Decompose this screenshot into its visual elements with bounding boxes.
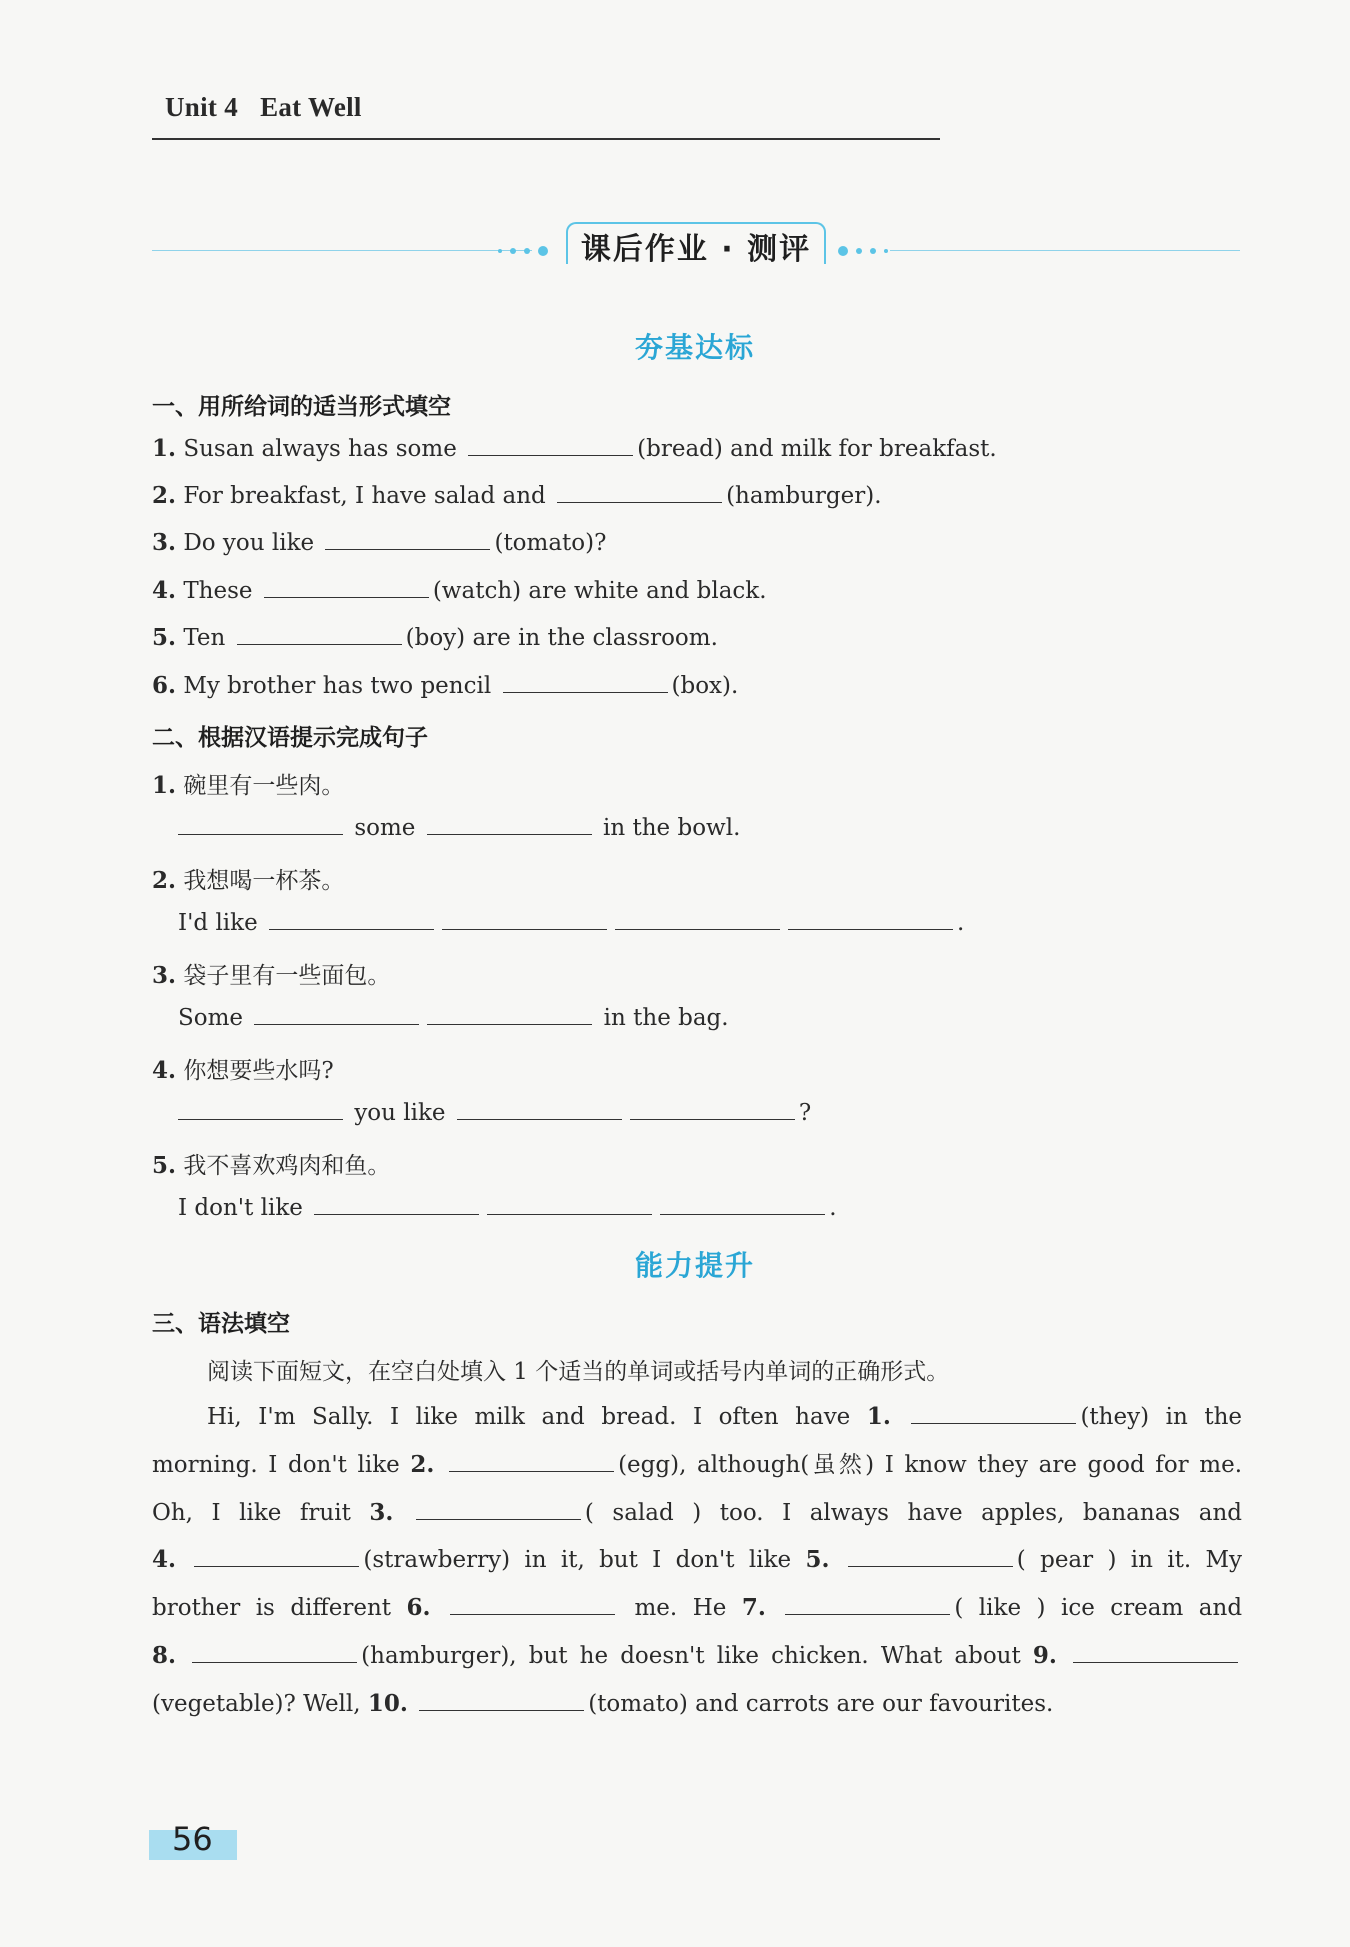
part2-heading: 二、根据汉语提示完成句子 [152, 725, 428, 751]
part1-item-3: 3. Do you like (tomato)? [152, 529, 607, 556]
section-title-basic: 夯基达标 [634, 331, 755, 364]
banner-title: 课后作业 · 测评 [580, 232, 812, 267]
part2-prompt-1: 1. 碗里有一些肉。 [152, 772, 345, 799]
part2-prompt-4: 4. 你想要些水吗? [152, 1057, 334, 1084]
part1-item-2: 2. For breakfast, I have salad and (hamburger). [152, 482, 882, 509]
part2-prompt-3: 3. 袋子里有一些面包。 [152, 962, 391, 989]
answer-blank[interactable] [264, 577, 429, 598]
answer-blank[interactable] [785, 1594, 950, 1615]
answer-blank[interactable] [557, 482, 722, 503]
answer-blank[interactable] [178, 814, 343, 835]
answer-blank[interactable] [427, 1004, 592, 1025]
cloze-passage [152, 1393, 1242, 1728]
page-number: 56 [172, 1820, 213, 1858]
passage-line-4: 4. (strawberry) in it, but I don't like 5. ( pear ) in it. My [152, 1546, 1243, 1574]
answer-blank[interactable] [615, 909, 780, 930]
passage-line-6: 8. (hamburger), but he doesn't like chicken. What about 9. [152, 1632, 1242, 1680]
part2-prompt-2: 2. 我想喝一杯茶。 [152, 867, 345, 894]
passage-line-2: morning. I don't like 2. (egg), although(虽然) I know they are good for me. [152, 1450, 1243, 1478]
answer-blank[interactable] [192, 1642, 357, 1663]
answer-blank[interactable] [449, 1451, 614, 1472]
passage-line-7: (vegetable)? Well, 10. (tomato) and carrots are our favourites. [152, 1689, 1054, 1717]
answer-blank[interactable] [427, 814, 592, 835]
unit-label: Unit 4 [165, 92, 239, 122]
answer-blank[interactable] [442, 909, 607, 930]
answer-blank[interactable] [416, 1499, 581, 1520]
answer-blank[interactable] [237, 624, 402, 645]
answer-blank[interactable] [419, 1690, 584, 1711]
part2-answer-3: Some in the bag. [178, 1005, 729, 1031]
part2-answer-1: some in the bowl. [178, 814, 740, 841]
banner-dots-right [838, 245, 898, 257]
answer-blank[interactable] [660, 1194, 825, 1215]
section-title-advanced: 能力提升 [634, 1249, 755, 1282]
part3-intro: 阅读下面短文，在空白处填入 1 个适当的单词或括号内单词的正确形式。 [207, 1359, 950, 1385]
answer-blank[interactable] [254, 1004, 419, 1025]
part1-heading: 一、用所给词的适当形式填空 [152, 394, 451, 420]
answer-blank[interactable] [314, 1194, 479, 1215]
answer-blank[interactable] [788, 909, 953, 930]
part2-answer-5: I don't like . [178, 1195, 837, 1221]
passage-line-1: Hi, I'm Sally. I like milk and bread. I often have 1. (they) in the [207, 1403, 1243, 1430]
part3-heading: 三、语法填空 [152, 1311, 290, 1337]
answer-blank[interactable] [848, 1546, 1013, 1567]
part2-answer-2: I'd like . [178, 910, 965, 936]
answer-blank[interactable] [911, 1403, 1076, 1424]
unit-header [165, 92, 362, 123]
answer-blank[interactable] [178, 1099, 343, 1120]
answer-blank[interactable] [1073, 1642, 1238, 1663]
answer-blank[interactable] [468, 435, 633, 456]
part1-item-5: 5. Ten (boy) are in the classroom. [152, 624, 718, 651]
passage-line-5: brother is different 6. me. He 7. ( like ) ice cream and [152, 1594, 1243, 1622]
part1-item-1: 1. Susan always has some (bread) and milk for breakfast. [152, 435, 997, 462]
banner-dots-left [498, 245, 558, 257]
answer-blank[interactable] [630, 1099, 795, 1120]
unit-title: Eat Well [260, 92, 362, 122]
answer-blank[interactable] [457, 1099, 622, 1120]
banner-line-left [152, 250, 532, 251]
part1-item-4: 4. These (watch) are white and black. [152, 577, 767, 604]
part2-prompt-5: 5. 我不喜欢鸡肉和鱼。 [152, 1152, 391, 1179]
answer-blank[interactable] [269, 909, 434, 930]
header-rule [152, 138, 940, 140]
answer-blank[interactable] [487, 1194, 652, 1215]
answer-blank[interactable] [450, 1594, 615, 1615]
part1-item-6: 6. My brother has two pencil (box). [152, 672, 739, 699]
passage-line-3: Oh, I like fruit 3. ( salad ) too. I always have apples, bananas and [152, 1498, 1243, 1526]
part2-answer-4: you like ? [178, 1099, 811, 1126]
banner-line-right [890, 250, 1240, 251]
answer-blank[interactable] [503, 672, 668, 693]
answer-blank[interactable] [194, 1546, 359, 1567]
answer-blank[interactable] [325, 529, 490, 550]
